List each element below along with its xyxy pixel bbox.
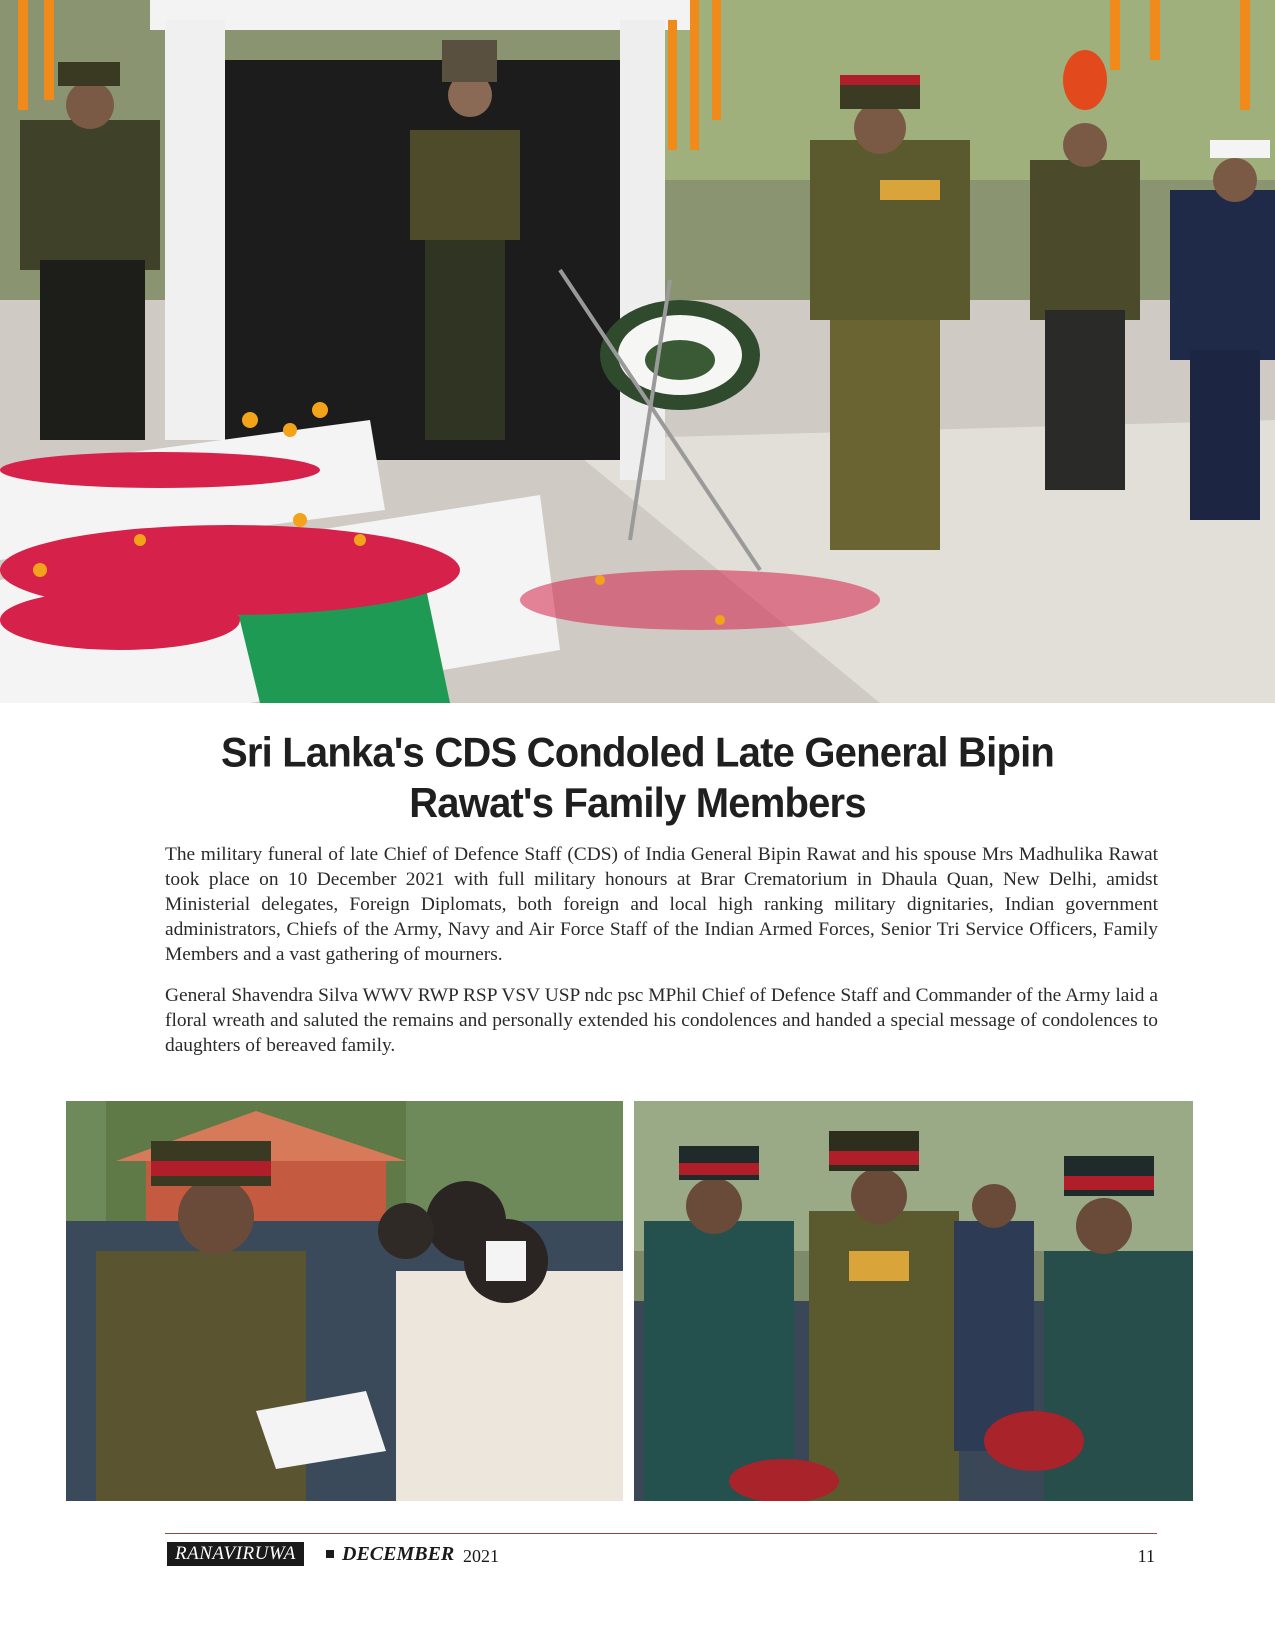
issue-year: 2021	[463, 1546, 499, 1566]
condolence-photo-left	[66, 1101, 623, 1501]
hero-photo	[0, 0, 1275, 703]
condolence-photo-right	[634, 1101, 1193, 1501]
publication-name: RANAVIRUWA	[167, 1542, 304, 1566]
article-paragraph: General Shavendra Silva WWV RWP RSP VSV USP ndc psc MPhil Chief of Defence Staff and Commander of the Army laid a floral wreath and saluted the remains and personally extended his condolences and handed a special message of condolences to daughters of bereaved family.	[165, 985, 1158, 1056]
footer-bullet-icon	[326, 1550, 334, 1558]
article-paragraph: The military funeral of late Chief of Defence Staff (CDS) of India General Bipin Rawat and his spouse Mrs Madhulika Rawat took place on 10 December 2021 with full military honours at Brar Crematorium in Dhaula Quan, New Delhi, amidst Ministerial delegates, Foreign Diplomats, both foreign and local high ranking military dignitaries, Indian government administrators, Chiefs of the Army, Navy and Air Force Staff of the Indian Armed Forces, Senior Tri Service Officers, Family Members and a vast gathering of mourners.	[165, 844, 1158, 965]
article-headline: Sri Lanka's CDS Condoled Late General Bipin Rawat's Family Members	[220, 729, 1055, 827]
funeral-ceremony-image	[0, 0, 1275, 703]
general-handing-letter-image	[66, 1101, 623, 1501]
article-body	[165, 842, 1158, 1074]
page-footer	[165, 1542, 1157, 1570]
page-number: 11	[1137, 1546, 1155, 1566]
issue-month: DECEMBER	[342, 1543, 455, 1565]
generals-handshake-image	[634, 1101, 1193, 1501]
footer-divider	[165, 1533, 1157, 1534]
